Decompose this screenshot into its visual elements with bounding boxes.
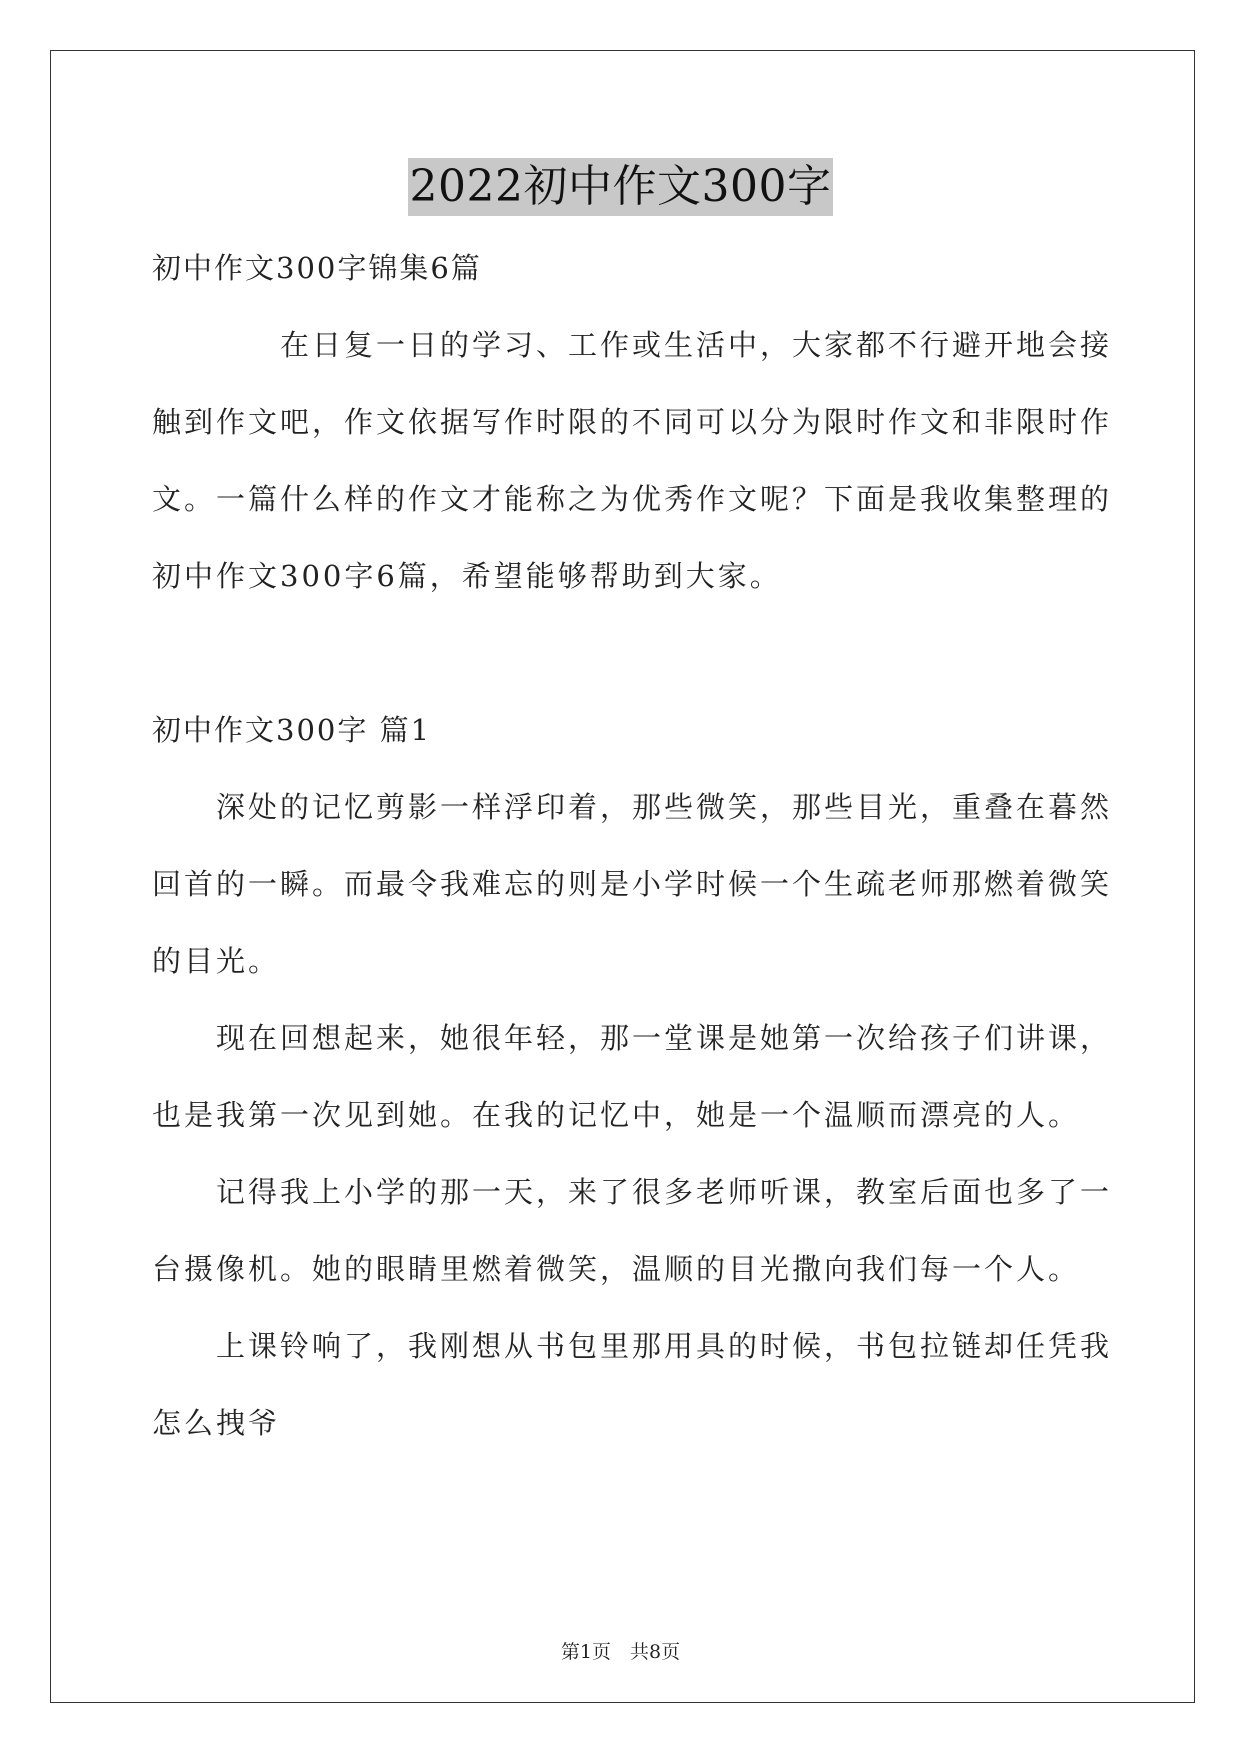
section-heading: 初中作文300字 篇1 <box>152 713 432 747</box>
intro-line: 触到作文吧，作文依据写作时限的不同可以分为限时作文和非限时作 <box>152 405 1113 439</box>
intro-line: 在日复一日的学习、工作或生活中，大家都不行避开地会接 <box>152 328 1113 362</box>
document-title: 2022初中作文300字 <box>408 158 834 216</box>
document-body <box>152 230 1113 1462</box>
body-line: 深处的记忆剪影一样浮印着，那些微笑，那些目光，重叠在暮然 <box>152 790 1113 824</box>
body-line: 记得我上小学的那一天，来了很多老师听课，教室后面也多了一 <box>152 1175 1113 1209</box>
section-spacer <box>152 615 1094 692</box>
body-line: 的目光。 <box>152 944 281 978</box>
body-line: 怎么拽爷 <box>152 1406 281 1440</box>
title-wrap <box>0 158 1241 216</box>
page-number-label: 第1页 共8页 <box>560 1641 681 1663</box>
intro-line: 文。一篇什么样的作文才能称之为优秀作文呢？下面是我收集整理的 <box>152 482 1113 516</box>
document-subtitle: 初中作文300字锦集6篇 <box>152 251 482 285</box>
page-footer <box>0 1637 1241 1664</box>
body-line: 上课铃响了，我刚想从书包里那用具的时候，书包拉链却任凭我 <box>152 1329 1113 1363</box>
body-line: 台摄像机。她的眼睛里燃着微笑，温顺的目光撒向我们每一个人。 <box>152 1252 1081 1286</box>
body-line: 现在回想起来，她很年轻，那一堂课是她第一次给孩子们讲课， <box>152 1021 1113 1055</box>
intro-line: 初中作文300字6篇，希望能够帮助到大家。 <box>152 559 782 593</box>
body-line: 也是我第一次见到她。在我的记忆中，她是一个温顺而漂亮的人。 <box>152 1098 1081 1132</box>
body-line: 回首的一瞬。而最令我难忘的则是小学时候一个生疏老师那燃着微笑 <box>152 867 1113 901</box>
